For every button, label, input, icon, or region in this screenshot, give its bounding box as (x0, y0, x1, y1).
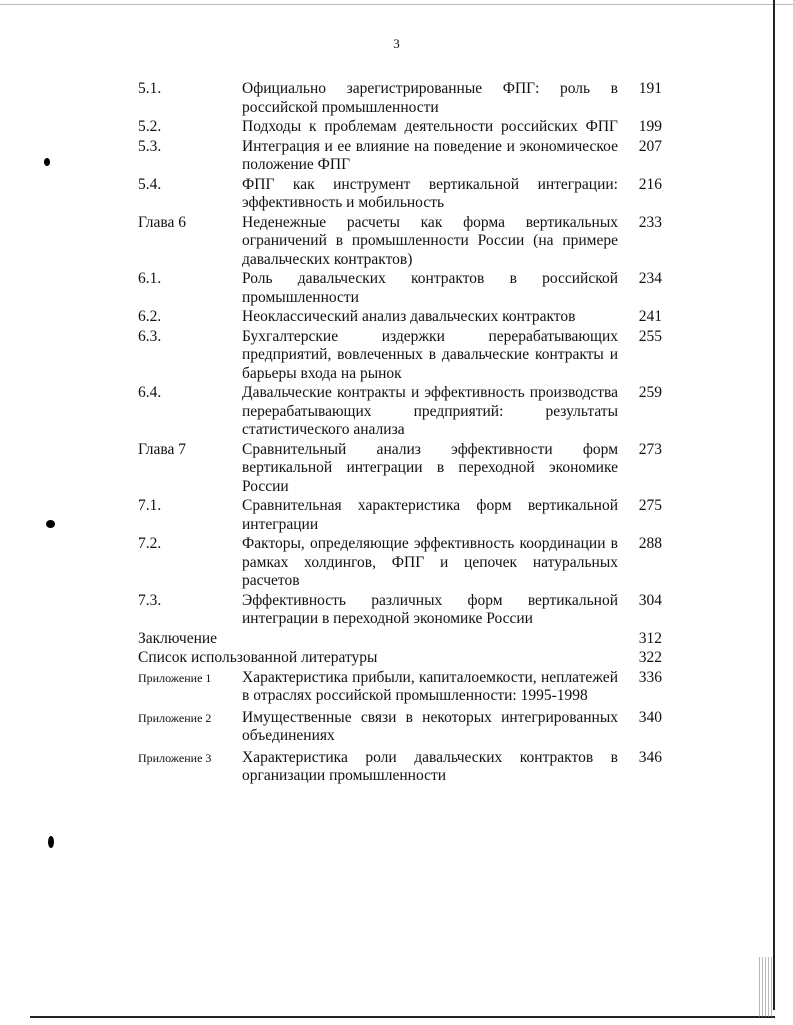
toc-entry (138, 176, 662, 213)
entry-title: Неденежные расчеты как форма вертикальных ограничений в промышленности России (на примере давальческих контрактов) (242, 213, 618, 268)
entry-page: 275 (638, 497, 662, 514)
entry-page: 216 (638, 175, 662, 193)
entry-title: ФПГ как инструмент вертикальной интеграции: эффективность и мобильность (242, 175, 618, 211)
entry-number: 6.1. (138, 270, 162, 287)
entry-page: 304 (638, 591, 662, 609)
entry-title: Роль давальческих контрактов в российской промышленности (242, 270, 618, 306)
appendix-number: Приложение 1 (138, 670, 212, 685)
scan-frame-bottom (30, 1016, 775, 1018)
table-of-contents (138, 80, 662, 787)
binding-hole-speck (48, 836, 54, 848)
entry-page: 312 (638, 629, 662, 647)
entry-page: 322 (638, 649, 662, 666)
entry-number: 6.4. (138, 384, 162, 401)
entry-title: Список использованной литературы (138, 649, 378, 666)
toc-entry (138, 308, 662, 327)
toc-entry (138, 118, 662, 137)
entry-title: Факторы, определяющие эффективность координации в рамках холдингов, ФПГ и цепочек натуральных расчетов (242, 535, 618, 589)
entry-number: 7.2. (138, 535, 162, 552)
entry-page: 336 (638, 668, 662, 686)
entry-number: 7.1. (138, 497, 162, 514)
appendix-number: Приложение 2 (138, 710, 212, 725)
entry-page: 255 (638, 327, 662, 345)
entry-title: Сравнительная характеристика форм вертикальной интеграции (242, 497, 618, 533)
scan-frame-right (773, 0, 775, 1010)
entry-number: Глава 7 (138, 440, 187, 458)
toc-entry (138, 328, 662, 384)
entry-page: 259 (638, 384, 662, 401)
entry-page: 288 (638, 535, 662, 552)
entry-number: 5.4. (138, 175, 162, 193)
entry-title: Неоклассический анализ давальческих контрактов (242, 308, 576, 325)
entry-number: 5.1. (138, 80, 162, 97)
entry-title: Давальческие контракты и эффективность производства перерабатывающих предприятий: результаты статистического анализа (242, 384, 618, 438)
binding-hole-speck (44, 158, 50, 166)
entry-title: Бухгалтерские издержки перерабатывающих предприятий, вовлеченных в давальческие контракты и барьеры входа на рынок (242, 327, 618, 382)
toc-entry (138, 214, 662, 270)
toc-entry (138, 592, 662, 629)
toc-entry (138, 384, 662, 440)
entry-page: 234 (638, 270, 662, 287)
toc-entry (138, 441, 662, 497)
page-number: 3 (393, 36, 400, 51)
toc-entry-references (138, 649, 662, 668)
entry-page: 233 (638, 213, 662, 231)
toc-entry-appendix (138, 749, 662, 786)
binding-hole-speck (46, 520, 55, 528)
entry-number: 7.3. (138, 591, 162, 609)
entry-title: Интеграция и ее влияние на поведение и экономическое положение ФПГ (242, 137, 618, 173)
entry-title: Характеристика роли давальческих контрактов в организации промышленности (242, 748, 618, 784)
entry-page: 273 (638, 440, 662, 458)
toc-entry-appendix (138, 709, 662, 746)
entry-title: Заключение (138, 629, 218, 647)
entry-number: 5.2. (138, 118, 162, 135)
toc-entry (138, 497, 662, 534)
entry-page: 207 (638, 137, 662, 155)
entry-number: 6.2. (138, 308, 162, 325)
toc-entry (138, 270, 662, 307)
entry-number: 5.3. (138, 137, 162, 155)
entry-page: 340 (638, 708, 662, 726)
entry-page: 241 (638, 308, 662, 325)
toc-entry (138, 80, 662, 117)
entry-page: 191 (638, 80, 662, 97)
scan-edge-artifact (759, 957, 773, 1017)
toc-entry (138, 535, 662, 591)
entry-number: 6.3. (138, 327, 162, 345)
appendix-number: Приложение 3 (138, 750, 212, 765)
entry-number: Глава 6 (138, 213, 187, 231)
entry-title: Подходы к проблемам деятельности российских ФПГ (242, 118, 618, 135)
toc-entry (138, 138, 662, 175)
toc-entry-appendix (138, 669, 662, 706)
entry-title: Сравнительный анализ эффективности форм вертикальной интеграции в переходной экономике России (242, 440, 618, 495)
entry-title: Официально зарегистрированные ФПГ: роль в российской промышленности (242, 80, 618, 116)
scan-frame-top (0, 4, 793, 5)
entry-title: Эффективность различных форм вертикальной интеграции в переходной экономике России (242, 591, 618, 627)
entry-title: Характеристика прибыли, капиталоемкости, неплатежей в отраслях российской промышленности: 1995-1998 (242, 668, 618, 704)
entry-page: 199 (638, 118, 662, 135)
toc-entry-conclusion (138, 630, 662, 649)
entry-page: 346 (638, 748, 662, 766)
entry-title: Имущественные связи в некоторых интегрированных объединениях (242, 708, 618, 744)
